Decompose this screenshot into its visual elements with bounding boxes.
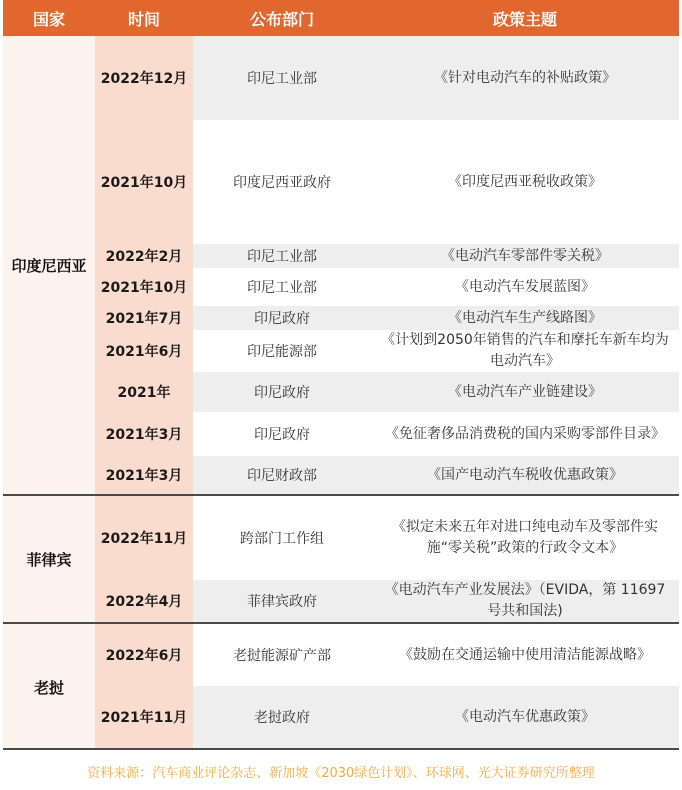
country-indonesia: 印度尼西亚 [11,256,87,275]
row-time: 2021年10月 [95,268,193,306]
header-country: 国家 [32,9,65,29]
row-time: 2022年2月 [95,244,193,268]
row-department: 印度尼西亚政府 [193,120,371,244]
row-time: 2021年7月 [95,306,193,330]
row-department: 老挝能源矿产部 [193,624,371,686]
row-time: 2021年6月 [95,330,193,372]
row-topic: 《电动汽车发展蓝图》 [371,268,679,306]
row-department: 菲律宾政府 [193,580,371,622]
row-time: 2021年11月 [95,686,193,748]
row-topic: 《电动汽车产业链建设》 [371,372,679,412]
table-row [95,624,679,686]
row-time: 2022年6月 [95,624,193,686]
row-department: 跨部门工作组 [193,496,371,580]
row-topic: 《国产电动汽车税收优惠政策》 [371,456,679,494]
table-row [95,686,679,748]
table-row [95,120,679,244]
row-topic: 《鼓励在交通运输中使用清洁能源战略》 [371,624,679,686]
row-department: 印尼政府 [193,372,371,412]
row-topic: 《电动汽车优惠政策》 [371,686,679,748]
table-row [95,456,679,494]
row-time: 2021年3月 [95,412,193,456]
table-row [95,372,679,412]
row-department: 印尼工业部 [193,244,371,268]
table-row [95,412,679,456]
row-topic: 《计划到2050年销售的汽车和摩托车新车均为电动汽车》 [371,330,679,372]
header-topic: 政策主题 [492,9,557,29]
row-time: 2021年3月 [95,456,193,494]
row-time: 2021年10月 [95,120,193,244]
row-topic: 《拟定未来五年对进口纯电动车及零部件实施“零关税”政策的行政令文本》 [371,496,679,580]
row-department: 印尼财政部 [193,456,371,494]
row-time: 2021年 [95,372,193,412]
row-department: 印尼能源部 [193,330,371,372]
row-topic: 《针对电动汽车的补贴政策》 [371,36,679,120]
source-note: 资料来源：汽车商业评论杂志、新加坡《2030绿色计划》、环球网、光大证券研究所整理 [87,765,595,781]
row-department: 老挝政府 [193,686,371,748]
row-department: 印尼政府 [193,306,371,330]
table-row [95,496,679,580]
table-bottom-border [3,748,679,750]
row-topic: 《电动汽车生产线路图》 [371,306,679,330]
row-department: 印尼政府 [193,412,371,456]
row-time: 2022年4月 [95,580,193,622]
header-time: 时间 [127,9,160,29]
table-row [95,268,679,306]
table-row [95,330,679,372]
row-topic: 《免征奢侈品消费税的国内采购零部件目录》 [371,412,679,456]
country-philippines: 菲律宾 [26,550,72,569]
row-topic: 《印度尼西亚税收政策》 [371,120,679,244]
row-topic: 《电动汽车产业发展法》（EVIDA，第 11697 号共和国法) [371,580,679,622]
table-row [95,306,679,330]
table-row [95,244,679,268]
row-time: 2022年11月 [95,496,193,580]
table-row [95,36,679,120]
table-header [3,0,679,36]
country-laos: 老挝 [33,678,64,697]
row-time: 2022年12月 [95,36,193,120]
policy-table [3,0,679,750]
header-department: 公布部门 [249,9,314,29]
row-department: 印尼工业部 [193,268,371,306]
row-topic: 《电动汽车零部件零关税》 [371,244,679,268]
row-department: 印尼工业部 [193,36,371,120]
table-row [95,580,679,622]
